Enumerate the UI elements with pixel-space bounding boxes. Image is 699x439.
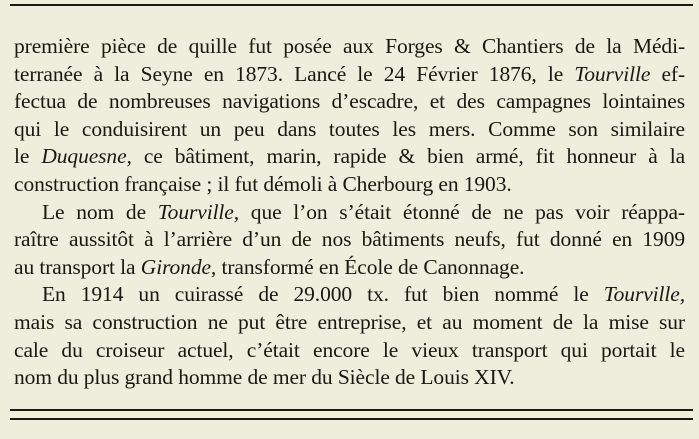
text-segment: mais sa construction ne put être entreprise, et au moment de la mise sur <box>14 309 685 334</box>
text-line <box>14 281 685 309</box>
text-line <box>14 364 685 392</box>
text-segment: ce bâtiment, marin, rapide & bien armé, fit honneur à la <box>131 144 685 169</box>
text-line <box>14 254 685 282</box>
text-segment: cale du croiseur actuel, c’était encore le vieux transport qui portait le <box>14 337 685 362</box>
text-line <box>14 88 685 116</box>
text-segment: transformé en École de Canonnage. <box>216 254 525 279</box>
text-segment: au transport la <box>14 254 141 279</box>
italic-ship-name: Duquesne, <box>41 144 132 169</box>
text-segment: raître aussitôt à l’arrière d’un de nos bâtiments neufs, fut donné en 1909 <box>14 227 685 252</box>
text-line <box>14 116 685 144</box>
text-segment: Le nom de <box>42 199 158 224</box>
italic-ship-name: Tourville, <box>603 282 685 307</box>
italic-ship-name: Tourville <box>574 61 651 86</box>
text-segment: ef- <box>650 61 685 86</box>
text-line <box>14 171 685 199</box>
text-segment: que l’on s’était étonné de ne pas voir réappa- <box>239 199 685 224</box>
italic-ship-name: Tourville, <box>157 199 240 224</box>
top-rule <box>10 0 693 6</box>
text-segment: première pièce de quille fut posée aux Forges & Chantiers de la Médi- <box>14 34 685 58</box>
text-segment: En 1914 un cuirassé de 29.000 tx. fut bien nommé le <box>42 282 604 307</box>
text-line <box>14 309 685 337</box>
text-segment: le <box>14 144 42 169</box>
text-line <box>14 226 685 254</box>
text-line <box>14 337 685 365</box>
text-segment: construction française ; il fut démoli à Cherbourg en 1903. <box>14 171 512 196</box>
italic-ship-name: Gironde, <box>140 254 217 279</box>
book-page-text <box>14 33 685 392</box>
bottom-double-rule <box>10 409 693 420</box>
text-segment: terranée à la Seyne en 1873. Lancé le 24 Février 1876, le <box>14 61 575 86</box>
text-line <box>14 61 685 89</box>
text-line <box>14 199 685 227</box>
text-segment: nom du plus grand homme de mer du Siècle de Louis XIV. <box>14 365 515 390</box>
text-segment: qui le conduisirent un peu dans toutes les mers. Comme son similaire <box>14 116 685 141</box>
text-line <box>14 143 685 171</box>
text-line <box>14 33 685 61</box>
text-segment: fectua de nombreuses navigations d’escadre, et des campagnes lointaines <box>14 89 685 114</box>
